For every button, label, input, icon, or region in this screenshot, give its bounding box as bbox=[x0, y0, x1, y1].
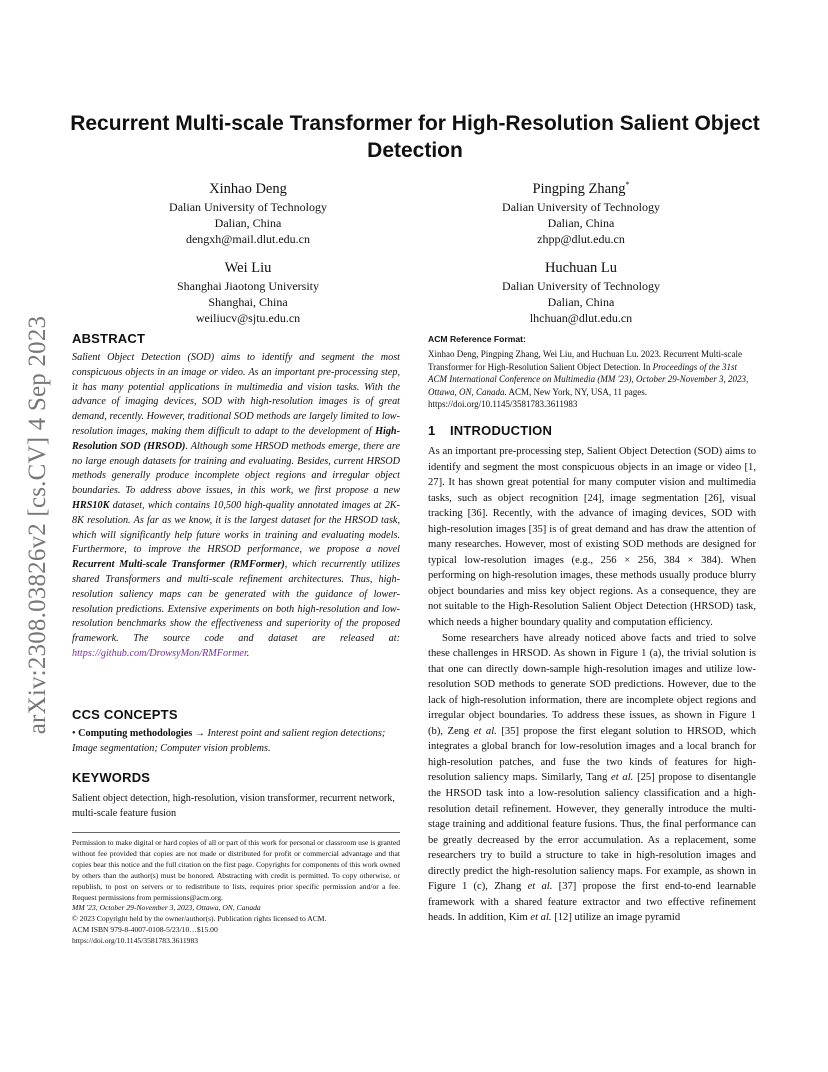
author-block bbox=[451, 175, 711, 247]
arxiv-id-text: arXiv:2308.03826v2 [cs.CV] 4 Sep 2023 bbox=[24, 315, 51, 735]
acm-reference-label: ACM Reference Format: bbox=[428, 334, 526, 344]
source-code-link[interactable]: https://github.com/DrowsyMon/RMFormer bbox=[72, 647, 247, 659]
arxiv-side-identifier bbox=[18, 290, 58, 760]
abstract-text: Salient Object Detection (SOD) aims to identify and segment the most conspicuous objects in an image or video. As an important pre-processing step, it has many potential applications in multimedia and vision tasks. With the advance of imaging devices, SOD with high-resolution images is of great demand, recently. However, traditional SOD methods are largely limited to low-resolution images, making them difficult to adapt to the development of High-Resolution SOD (HRSOD). Although some HRSOD methods emerge, there are no large enough datasets for training and evaluating. Besides, current HRSOD methods generally produce incomplete object regions and irregular object boundaries. To address above issues, in this work, we first propose a new HRS10K dataset, which contains 10,500 high-quality annotated images at 2K-8K resolution. As far as we know, it is the largest dataset for the HRSOD task, which will significantly help future works in training and evaluating models. Furthermore, to improve the HRSOD performance, we propose a novel Recurrent Multi-scale Transformer (RMFormer), which recurrently utilizes shared Transformers and multi-scale refinement architectures. Thus, high-resolution saliency maps can be generated with the guidance of lower-resolution predictions. Extensive experiments on both high-resolution and low-resolution benchmarks show the effectiveness and superiority of the proposed framework. The source code and dataset are released at: https://github.com/DrowsyMon/RMFormer. bbox=[72, 352, 400, 659]
permission-notice: Permission to make digital or hard copies of all or part of this work for personal or classroom use is granted without fee provided that copies are not made or distributed for profit or commercial advantage and that copies bear this notice and the full citation on the first page. Copyrights for components of this work owned by others than the author(s) must be honored. Abstracting with credit is permitted. To copy otherwise, or republish, to post on servers or to redistribute to lists, requires prior specific permission and/or a fee. Request permissions from permissions@acm.org. MM '23, October 29-November 3, 2023, Ottawa, ON, Canada © 2023 Copyright held by the owner/author(s). Publication rights licensed to ACM. ACM ISBN 979-8-4007-0108-5/23/10…$15.00 https://doi.org/10.1145/3581783.3611983 bbox=[72, 838, 400, 946]
author-name: Xinhao Deng bbox=[209, 180, 287, 197]
author-name: Huchuan Lu bbox=[544, 259, 618, 276]
author-email: zhpp@dlut.edu.cn bbox=[537, 231, 625, 246]
introduction-text bbox=[428, 444, 756, 926]
author-block bbox=[118, 175, 378, 247]
ccs-heading: CCS CONCEPTS bbox=[72, 707, 178, 722]
author-affiliation: Dalian University of Technology bbox=[502, 278, 660, 293]
abstract-heading: ABSTRACT bbox=[72, 331, 146, 346]
acm-reference-text: Xinhao Deng, Pingping Zhang, Wei Liu, and Huchuan Lu. 2023. Recurrent Multi-scale Transformer for High-Resolution Salient Object Detection. In Proceedings of the 31st ACM International Conference on Multimedia (MM '23), October 29-November 3, 2023, Ottawa, ON, Canada. ACM, New York, NY, USA, 11 pages. https://doi.org/10.1145/3581783.3611983 bbox=[428, 349, 749, 409]
intro-paragraph: As an important pre-processing step, Salient Object Detection (SOD) aims to identify and segment the most conspicuous objects in an image or video [1, 27]. It has shown great potential for many computer vision and multimedia tasks, such as object recognition [24], image segmentation [26], visual tracking [36]. Recently, with the advance of imaging devices, SOD with high-resolution images [35] is of great demand and has draw the attention of many researches. However, most of existing SOD methods are designed for typical low-resolution images (e.g., 256 × 256, 384 × 384). When performing on high-resolution images, these methods usually produce blurry object boundaries and miss key object regions. As a consequence, they are not suitable to the High-Resolution Salient Object Detection (HRSOD) task, which needs a higher boundary quality and computation efficiency. bbox=[428, 446, 756, 629]
author-block bbox=[451, 254, 711, 326]
ccs-text: • Computing methodologies → Interest point and salient region detections; Image segmentation; Computer vision problems. bbox=[72, 728, 386, 754]
author-location: Dalian, China bbox=[547, 215, 615, 230]
keywords-text: Salient object detection, high-resolution, vision transformer, recurrent network, multi-scale feature fusion bbox=[72, 793, 395, 819]
bold-term: High-Resolution SOD (HRSOD) bbox=[72, 425, 400, 452]
author-affiliation: Dalian University of Technology bbox=[169, 199, 327, 214]
author-location: Shanghai, China bbox=[208, 294, 288, 309]
author-affiliation: Dalian University of Technology bbox=[502, 199, 660, 214]
isbn-line: ACM ISBN 979-8-4007-0108-5/23/10…$15.00 bbox=[72, 925, 218, 935]
author-affiliation: Shanghai Jiaotong University bbox=[177, 278, 319, 293]
paper-title: Recurrent Multi-scale Transformer for High-Resolution Salient Object Detection bbox=[70, 112, 760, 162]
keywords-heading: KEYWORDS bbox=[72, 770, 151, 785]
author-email: dengxh@mail.dlut.edu.cn bbox=[185, 231, 311, 246]
author-location: Dalian, China bbox=[214, 215, 282, 230]
doi-line: https://doi.org/10.1145/3581783.3611983 bbox=[72, 936, 199, 946]
permission-divider bbox=[72, 832, 400, 833]
author-name: Wei Liu bbox=[224, 259, 272, 276]
introduction-heading: 1 INTRODUCTION bbox=[428, 423, 553, 438]
intro-paragraph: Some researchers have already noticed above facts and tried to solve these challenges in HRSOD. As shown in Figure 1 (a), the trivial solution is that one can directly down-sample high-resolution images and utilize low-resolution SOD methods to generate SOD predictions. However, due to the lack of high-resolution information, there are incomplete object regions and irregular object boundaries. To address these issues, as shown in Figure 1 (b), Zeng et al. [35] propose the first elegant solution to HRSOD, which integrates a global branch for low-resolution images and a local branch for high-resolution patches, and fuse the two kinds of features for high-resolution saliency maps. Similarly, Tang et al. [25] propose to disentangle the HRSOD task into a low-resolution saliency classification and a high-resolution detail refinement. However, they generally introduce the multi-stage training and additional feature fusions. Thus, the final performance can be greatly decreased by the error accumulation. As a replacement, some researchers try to build a structure to take in high-resolution images and directly predict the high-resolution saliency maps. For example, as shown in Figure 1 (c), Zhang et al. [37] propose the first end-to-end learnable framework with a shared feature extractor and two effective refinement heads. In addition, Kim et al. [12] utilize an image pyramid bbox=[428, 632, 756, 924]
copyright-line: © 2023 Copyright held by the owner/author(s). Publication rights licensed to ACM. bbox=[72, 914, 327, 924]
author-email: lhchuan@dlut.edu.cn bbox=[529, 310, 633, 325]
author-name: Pingping Zhang* bbox=[532, 180, 630, 197]
author-email: weiliucv@sjtu.edu.cn bbox=[195, 310, 301, 325]
author-block bbox=[118, 254, 378, 326]
author-location: Dalian, China bbox=[547, 294, 615, 309]
bold-term: HRS10K bbox=[72, 499, 110, 511]
bold-term: Recurrent Multi-scale Transformer (RMFormer) bbox=[72, 559, 285, 571]
venue-line: MM '23, October 29-November 3, 2023, Ottawa, ON, Canada bbox=[72, 903, 261, 913]
